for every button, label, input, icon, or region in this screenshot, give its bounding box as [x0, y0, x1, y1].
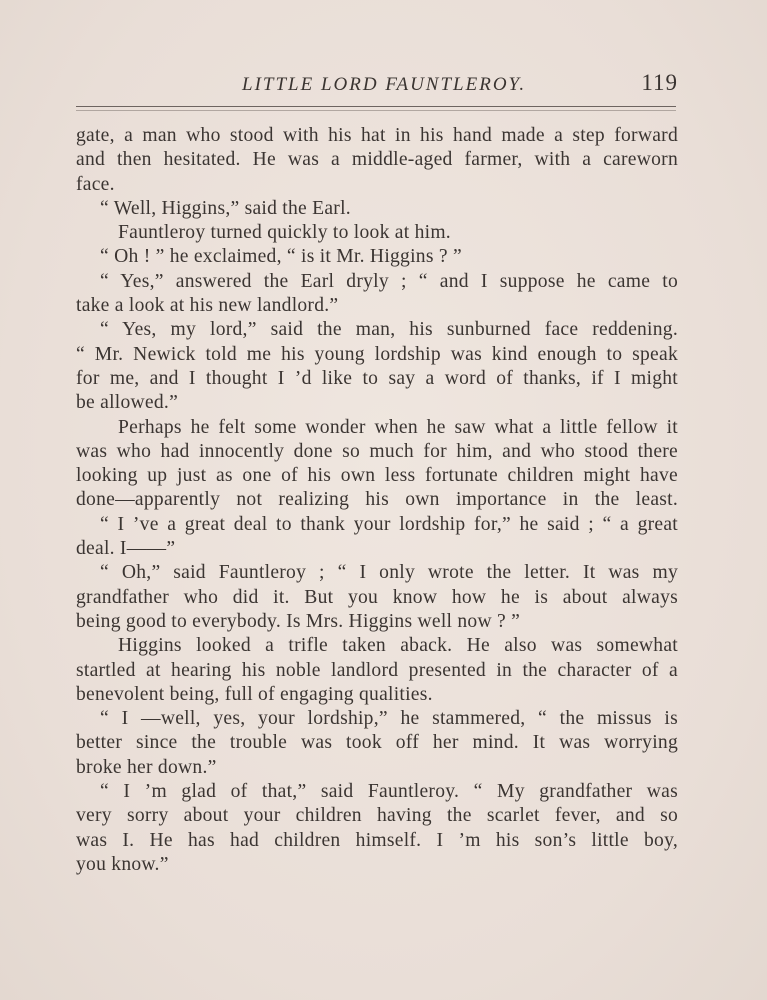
text-line: being good to everybody. Is Mrs. Higgins well now ? ” [76, 610, 521, 632]
text-line: Fauntleroy turned quickly to look at him. [118, 222, 451, 244]
text-line: be allowed.” [76, 392, 179, 414]
body-text [76, 124, 678, 877]
text-line: “ Yes, my lord,” said the man, his sunburned face reddening. [100, 319, 678, 341]
text-line: “ I —well, yes, your lordship,” he stammered, “ the missus is [100, 708, 678, 730]
header-rule-secondary [76, 110, 676, 111]
text-line: very sorry about your children having the scarlet fever, and so [76, 805, 678, 827]
text-line: broke her down.” [76, 756, 217, 778]
text-line: face. [76, 173, 115, 195]
running-head [76, 70, 678, 100]
text-line: was I. He has had children himself. I ’m his son’s little boy, [76, 829, 678, 851]
text-line: “ Oh ! ” he exclaimed, “ is it Mr. Higgins ? ” [100, 246, 462, 268]
text-line: Perhaps he felt some wonder when he saw what a little fellow it [118, 416, 678, 438]
text-line: better since the trouble was took off her mind. It was worrying [76, 732, 678, 754]
text-line: “ Well, Higgins,” said the Earl. [100, 197, 351, 219]
text-line: grandfather who did it. But you know how he is about always [76, 586, 678, 608]
text-line: “ I ’m glad of that,” said Fauntleroy. “ My grandfather was [100, 781, 678, 803]
text-line: startled at hearing his noble landlord presented in the character of a [76, 659, 678, 681]
text-line: “ Yes,” answered the Earl dryly ; “ and I suppose he came to [100, 270, 678, 292]
text-line: looking up just as one of his own less fortunate children might have [76, 465, 678, 487]
text-line: “ I ’ve a great deal to thank your lordship for,” he said ; “ a great [100, 513, 678, 535]
text-line: deal. I——” [76, 538, 176, 560]
text-line: Higgins looked a trifle taken aback. He also was somewhat [118, 635, 678, 657]
text-line: and then hesitated. He was a middle-aged farmer, with a careworn [76, 149, 678, 171]
text-line: take a look at his new landlord.” [76, 295, 339, 317]
text-line: benevolent being, full of engaging qualities. [76, 683, 433, 705]
text-line: gate, a man who stood with his hat in his hand made a step forward [76, 125, 678, 146]
header-rule [76, 106, 676, 107]
running-title: LITTLE LORD FAUNTLEROY. [242, 74, 527, 95]
text-line: “ Mr. Newick told me his young lordship was kind enough to speak [76, 343, 678, 365]
text-line: for me, and I thought I ’d like to say a word of thanks, if I might [76, 367, 678, 389]
text-line: done—apparently not realizing his own importance in the least. [76, 489, 678, 511]
text-line: “ Oh,” said Fauntleroy ; “ I only wrote the letter. It was my [100, 562, 678, 584]
text-line: you know.” [76, 853, 169, 875]
text-line: was who had innocently done so much for him, and who stood there [76, 440, 678, 462]
page-number: 119 [641, 70, 678, 95]
